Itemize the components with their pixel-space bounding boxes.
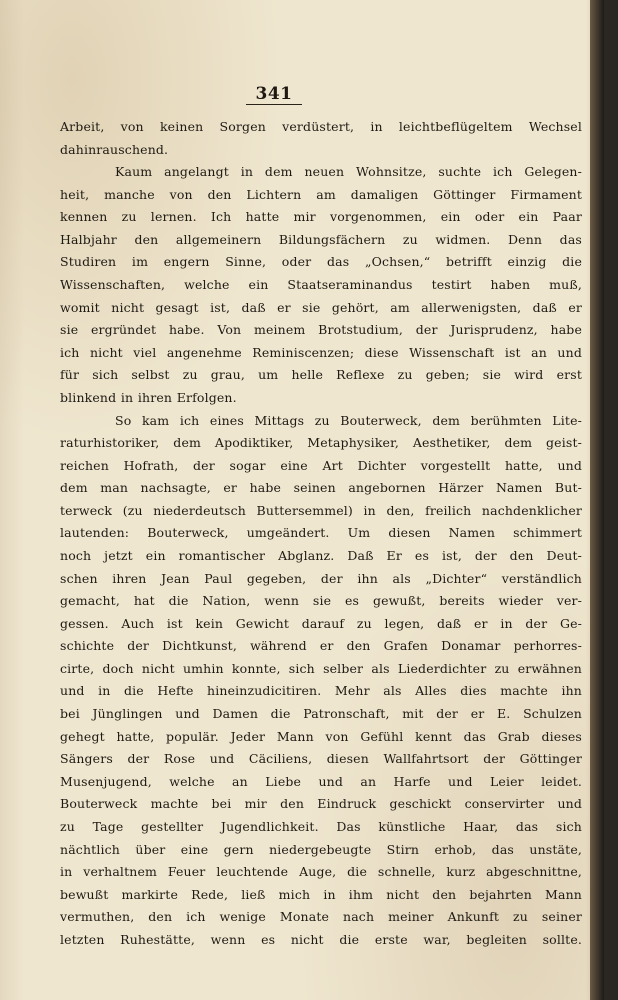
text-line: dahinrauschend.: [60, 141, 169, 157]
text-line: vermuthen, den ich wenige Monate nach meiner Ankunft zu seiner: [60, 909, 582, 925]
text-line: bei Jünglingen und Damen die Patronschaft, mit der er E. Schulzen: [60, 706, 582, 722]
text-line: und in die Hefte hineinzudicitiren. Mehr als Alles dies machte ihn: [60, 683, 582, 699]
text-line: schichte der Dichtkunst, während er den Grafen Donamar perhorres-: [60, 638, 582, 654]
text-line: Sängers der Rose und Cäciliens, diesen Wallfahrtsort der Göttinger: [60, 751, 582, 767]
page-number-rule: [246, 104, 302, 105]
text-line: cirte, doch nicht umhin konnte, sich selber als Liederdichter zu erwähnen: [60, 660, 582, 676]
text-line: blinkend in ihren Erfolgen.: [60, 389, 237, 405]
text-line: gessen. Auch ist kein Gewicht darauf zu legen, daß er in der Ge-: [60, 615, 582, 631]
text-line: Kaum angelangt in dem neuen Wohnsitze, suchte ich Gelegen-: [115, 164, 582, 180]
text-line: gemacht, hat die Nation, wenn sie es gewußt, bereits wieder ver-: [60, 593, 582, 609]
text-line: dem man nachsagte, er habe seinen angebornen Härzer Namen But-: [60, 480, 582, 496]
text-line: Arbeit, von keinen Sorgen verdüstert, in leichtbeflügeltem Wechsel: [60, 119, 582, 134]
page-number: 341: [255, 84, 293, 104]
text-line: sie ergründet habe. Von meinem Brotstudium, der Jurisprudenz, habe: [60, 322, 582, 338]
text-line: Bouterweck machte bei mir den Eindruck geschickt conservirter und: [60, 796, 582, 812]
text-line: nächtlich über eine gern niedergebeugte Stirn erhob, das unstäte,: [60, 841, 582, 857]
text-line: So kam ich eines Mittags zu Bouterweck, dem berühmten Lite-: [115, 412, 582, 428]
text-line: heit, manche von den Lichtern am damaligen Göttinger Firmament: [60, 186, 582, 202]
text-line: Wissenschaften, welche ein Staatseraminandus testirt haben muß,: [60, 277, 582, 293]
text-line: gehegt hatte, populär. Jeder Mann von Gefühl kennt das Grab dieses: [60, 728, 582, 744]
text-line: letzten Ruhestätte, wenn es nicht die erste war, begleiten sollte.: [60, 931, 582, 947]
text-line: für sich selbst zu grau, um helle Reflexe zu geben; sie wird erst: [60, 367, 582, 383]
text-line: Musenjugend, welche an Liebe und an Harfe und Leier leidet.: [60, 773, 582, 789]
text-line: schen ihren Jean Paul gegeben, der ihn als „Dichter“ verständlich: [60, 570, 582, 586]
text-line: kennen zu lernen. Ich hatte mir vorgenommen, ein oder ein Paar: [60, 209, 582, 225]
text-line: lautenden: Bouterweck, umgeändert. Um diesen Namen schimmert: [60, 525, 582, 541]
text-line: terweck (zu niederdeutsch Buttersemmel) in den, freilich nachdenklicher: [60, 502, 582, 518]
text-line: zu Tage gestellter Jugendlichkeit. Das künstliche Haar, das sich: [60, 818, 582, 834]
text-line: noch jetzt ein romantischer Abglanz. Daß Er es ist, der den Deut-: [60, 547, 582, 563]
text-line: womit nicht gesagt ist, daß er sie gehört, am allerwenigsten, daß er: [60, 299, 582, 315]
text-line: bewußt markirte Rede, ließ mich in ihm nicht den bejahrten Mann: [60, 886, 582, 902]
text-line: raturhistoriker, dem Apodiktiker, Metaphysiker, Aesthetiker, dem geist-: [60, 435, 582, 451]
page-edge-shadow: [590, 0, 604, 1000]
text-line: in verhaltnem Feuer leuchtende Auge, die schnelle, kurz abgeschnittne,: [60, 864, 582, 880]
text-line: ich nicht viel angenehme Reminiscenzen; diese Wissenschaft ist an und: [60, 344, 582, 360]
text-line: Studiren im engern Sinne, oder das „Ochsen,“ betrifft einzig die: [60, 254, 582, 270]
body-text: [60, 116, 582, 951]
text-line: reichen Hofrath, der sogar eine Art Dichter vorgestellt hatte, und: [60, 457, 582, 473]
text-line: Halbjahr den allgemeinern Bildungsfächern zu widmen. Denn das: [60, 231, 582, 247]
